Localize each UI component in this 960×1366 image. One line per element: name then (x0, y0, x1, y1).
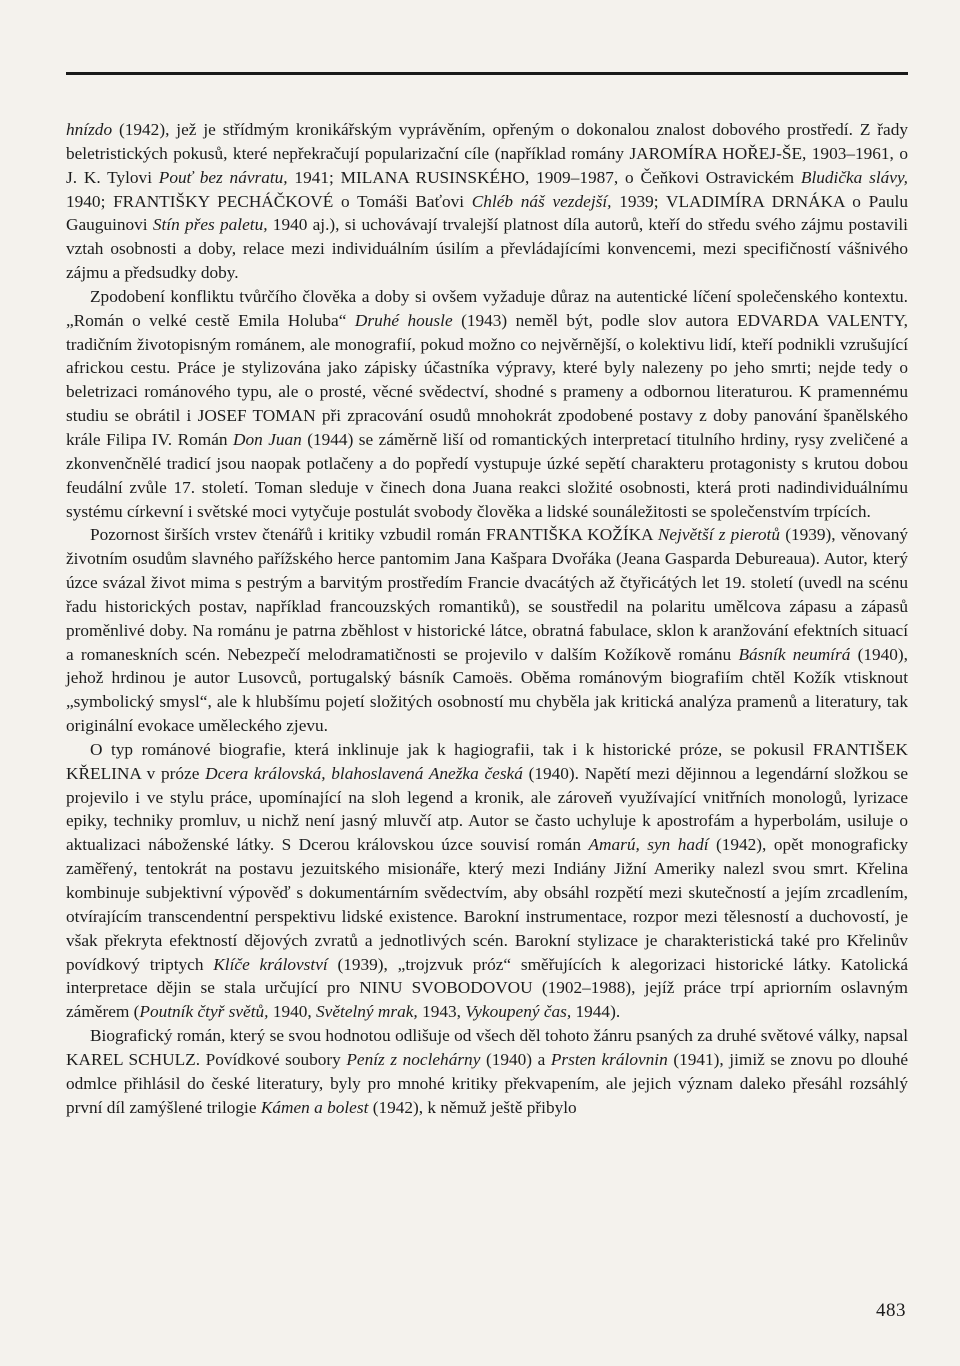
italic-title: Klíče království (213, 954, 328, 974)
paragraph (66, 523, 908, 738)
body-text (66, 118, 908, 1119)
text-run: (1940), jehož hrdinou je autor Lusovců, portugalský básník Camoës. Oběma románovým biografiím chtěl Kožík vtisknout „symbolický smysl“, ale k hlubšímu pojetí složitých osobností mu chyběla jak kritická analýza pramenů a literatury, tak originální evokace uměleckého zjevu. (66, 644, 908, 736)
text-run: (1944) se záměrně liší od romantických interpretací titulního hrdiny, rysy zveličené a zkonvenčnělé tradicí jsou naopak potlačeny a do popředí vystupuje úzké sepětí charakteru protagonisty s krutou dobou feudální zvůle 17. století. Toman sleduje v činech dona Juana reakci složité osobnosti, která proti nadindividuálnímu systému církevní i světské moci vytyčuje postulát svobody člověka a lidské sounáležitosti se společenstvím trpících. (66, 429, 908, 521)
text-run: (1941), jimiž se znovu po dlouhé odmlce přihlásil do české literatury, byly pro mnohé kritiky překvapením, ale jejich význam daleko přesáhl rozsáhlý první díl zamýšlené trilogie (66, 1049, 909, 1117)
italic-title: Stín přes paletu, (152, 215, 268, 235)
italic-title: Světelný mrak, (316, 1002, 418, 1022)
paragraph (66, 285, 908, 523)
text-run: Pozornost širších vrstev čtenářů i kritiky vzbudil román FRANTIŠKA KOŽÍKA (90, 525, 658, 545)
paragraph (66, 1024, 908, 1119)
text-run: O typ románové biografie, která inklinuje jak k hagiografii, tak i k historické próze, se pokusil FRANTIŠEK KŘELINA v próze (66, 739, 908, 783)
top-rule (66, 72, 908, 75)
paragraph (66, 738, 908, 1024)
italic-title: Druhé housle (354, 310, 453, 330)
italic-title: Bludička slávy, (800, 167, 908, 187)
italic-title: Pouť bez návratu, (158, 167, 288, 187)
text-run: (1942), k němuž ještě přibylo (368, 1097, 577, 1117)
italic-title: Básník neumírá (738, 644, 851, 664)
italic-title: Amarú, syn hadí (588, 835, 709, 855)
italic-title: Chléb náš vezdejší, (471, 191, 612, 211)
text-run: (1943) neměl být, podle slov autora EDVARDA VALENTY, tradičním životopisným románem, ale monografií, pokud možno co nejvěrnější, o kolektivu lidí, kteří podnikli vzrušující africkou cestu. Práce je stylizována jako zápisky účastníka výpravy, které byly nalezeny po jeho smrti; nejde tedy o beletrizaci románového typu, ale o prosté, věcné svědectví, shodné s prameny a odbornou literaturou. K pramennému studiu se obrátil i JOSEF TOMAN při zpracování osudů mnohokrát zpodobené postavy z doby panování španělského krále Filipa IV. Román (66, 310, 908, 449)
text-run: (1939), věnovaný životním osudům slavného pařížského herce pantomim Jana Kašpara Dvořáka (Jeana Gasparda Debureaua). Autor, který úzce svázal život mima s pestrým a barvitým prostředím Francie dvacátých až čtyřicátých let 19. století (uvedl na scénu řadu historických postav, například francouzských romantiků), se soustředil na polaritu umělcova zápasu a zápasů proměnlivé doby. Na románu je patrna zběhlost v historické látce, obratná fabulace, sklon k aranžování efektních situací a romaneskních scén. Nebezpečí melodramatičnosti se projevilo v dalším Kožíkově románu (66, 525, 909, 664)
text-run: 1940, (268, 1002, 317, 1022)
text-run: 1941; MILANA RUSINSKÉHO, 1909–1987, o Čeňkovi Ostravickém (287, 167, 801, 187)
italic-title: Prsten královnin (550, 1049, 668, 1069)
italic-title: Kámen a bolest (260, 1097, 369, 1117)
text-run: Biografický román, který se svou hodnotou odlišuje od všech děl tohoto žánru psaných za druhé světové války, napsal KAREL SCHULZ. Povídkové soubory (66, 1026, 908, 1069)
text-run: 1943, (417, 1002, 466, 1022)
italic-title: Vykoupený čas, (465, 1002, 572, 1022)
text-run: (1942), opět monograficky zaměřený, tentokrát na postavu jezuitského misionáře, který mezi Indiány Jižní Ameriky nalezl svou smrt. Křelina kombinuje subjektivní výpověď s dokumentárním svědectvím, aby obsáhl rozpětí mezi skutečností a jejím zrcadlením, otvírajícím transcendentní perspektivu lidské existence. Barokní instrumentace, rozpor mezi tělesností a duchovostí, je však překryta efektností dějových zvratů a jednotlivých scén. Barokní stylizace je charakteristická také pro Křelinův povídkový triptych (66, 835, 909, 974)
text-run: 1944). (571, 1002, 621, 1022)
italic-title: Poutník čtyř světů, (139, 1002, 269, 1022)
text-run: (1942), jež je střídmým kronikářským vyprávěním, opřeným o dokonalou znalost dobového prostředí. Z řady beletristických pokusů, které nepřekračují popularizační cíle (například romány JAROMÍRA HOŘEJ-ŠE, 1903–1961, o J. K. Tylovi (66, 120, 908, 187)
italic-title: Peníz z noclehárny (346, 1049, 481, 1069)
paragraph (66, 118, 908, 285)
italic-title: Dcera královská, blahoslavená Anežka česká (205, 763, 523, 783)
italic-title: Největší z pierotů (657, 525, 780, 545)
text-run: (1940). Napětí mezi dějinnou a legendární složkou se projevilo i ve stylu práce, upomínající na sloh legend a kronik, ale zároveň využívající vnitřních monologů, lyrizace epiky, techniky promluv, u nichž není jasný mluvčí atp. Autor se často uchyluje k apostrofám a hyperbolám, usiluje o aktualizaci náboženské látky. S Dcerou královskou úzce souvisí román (66, 763, 909, 855)
italic-title: Don Juan (232, 429, 302, 449)
italic-title: hnízdo (66, 120, 113, 139)
text-run: 1940; FRANTIŠKY PECHÁČKOVÉ o Tomáši Baťovi (66, 191, 472, 211)
page-number: 483 (876, 1300, 906, 1321)
text-run: 1940 aj.), si uchovávají trvalejší platnost díla autorů, kteří do středu svého zájmu postavili vztah osobnosti a doby, relace mezi individuálním úsilím a převládajícími konvencemi, mezi specifičností vášnivého zájmu a předsudky doby. (66, 215, 908, 283)
text-run: (1940) a (480, 1049, 551, 1069)
text-run: Zpodobení konfliktu tvůrčího člověka a doby si ovšem vyžaduje důraz na autentické líčení společenského kontextu. „Román o velké cestě Emila Holuba“ (66, 286, 908, 330)
text-run: (1939), „trojzvuk próz“ směřujících k alegorizaci historické látky. Katolická interpretace dějin se stala určující pro NINU SVOBODOVOU (1902–1988), jejíž práce trpí apriorním oslavným záměrem ( (66, 954, 908, 1022)
text-run: 1939; VLADIMÍRA DRNÁKA o Paulu Gauguinovi (66, 191, 909, 235)
